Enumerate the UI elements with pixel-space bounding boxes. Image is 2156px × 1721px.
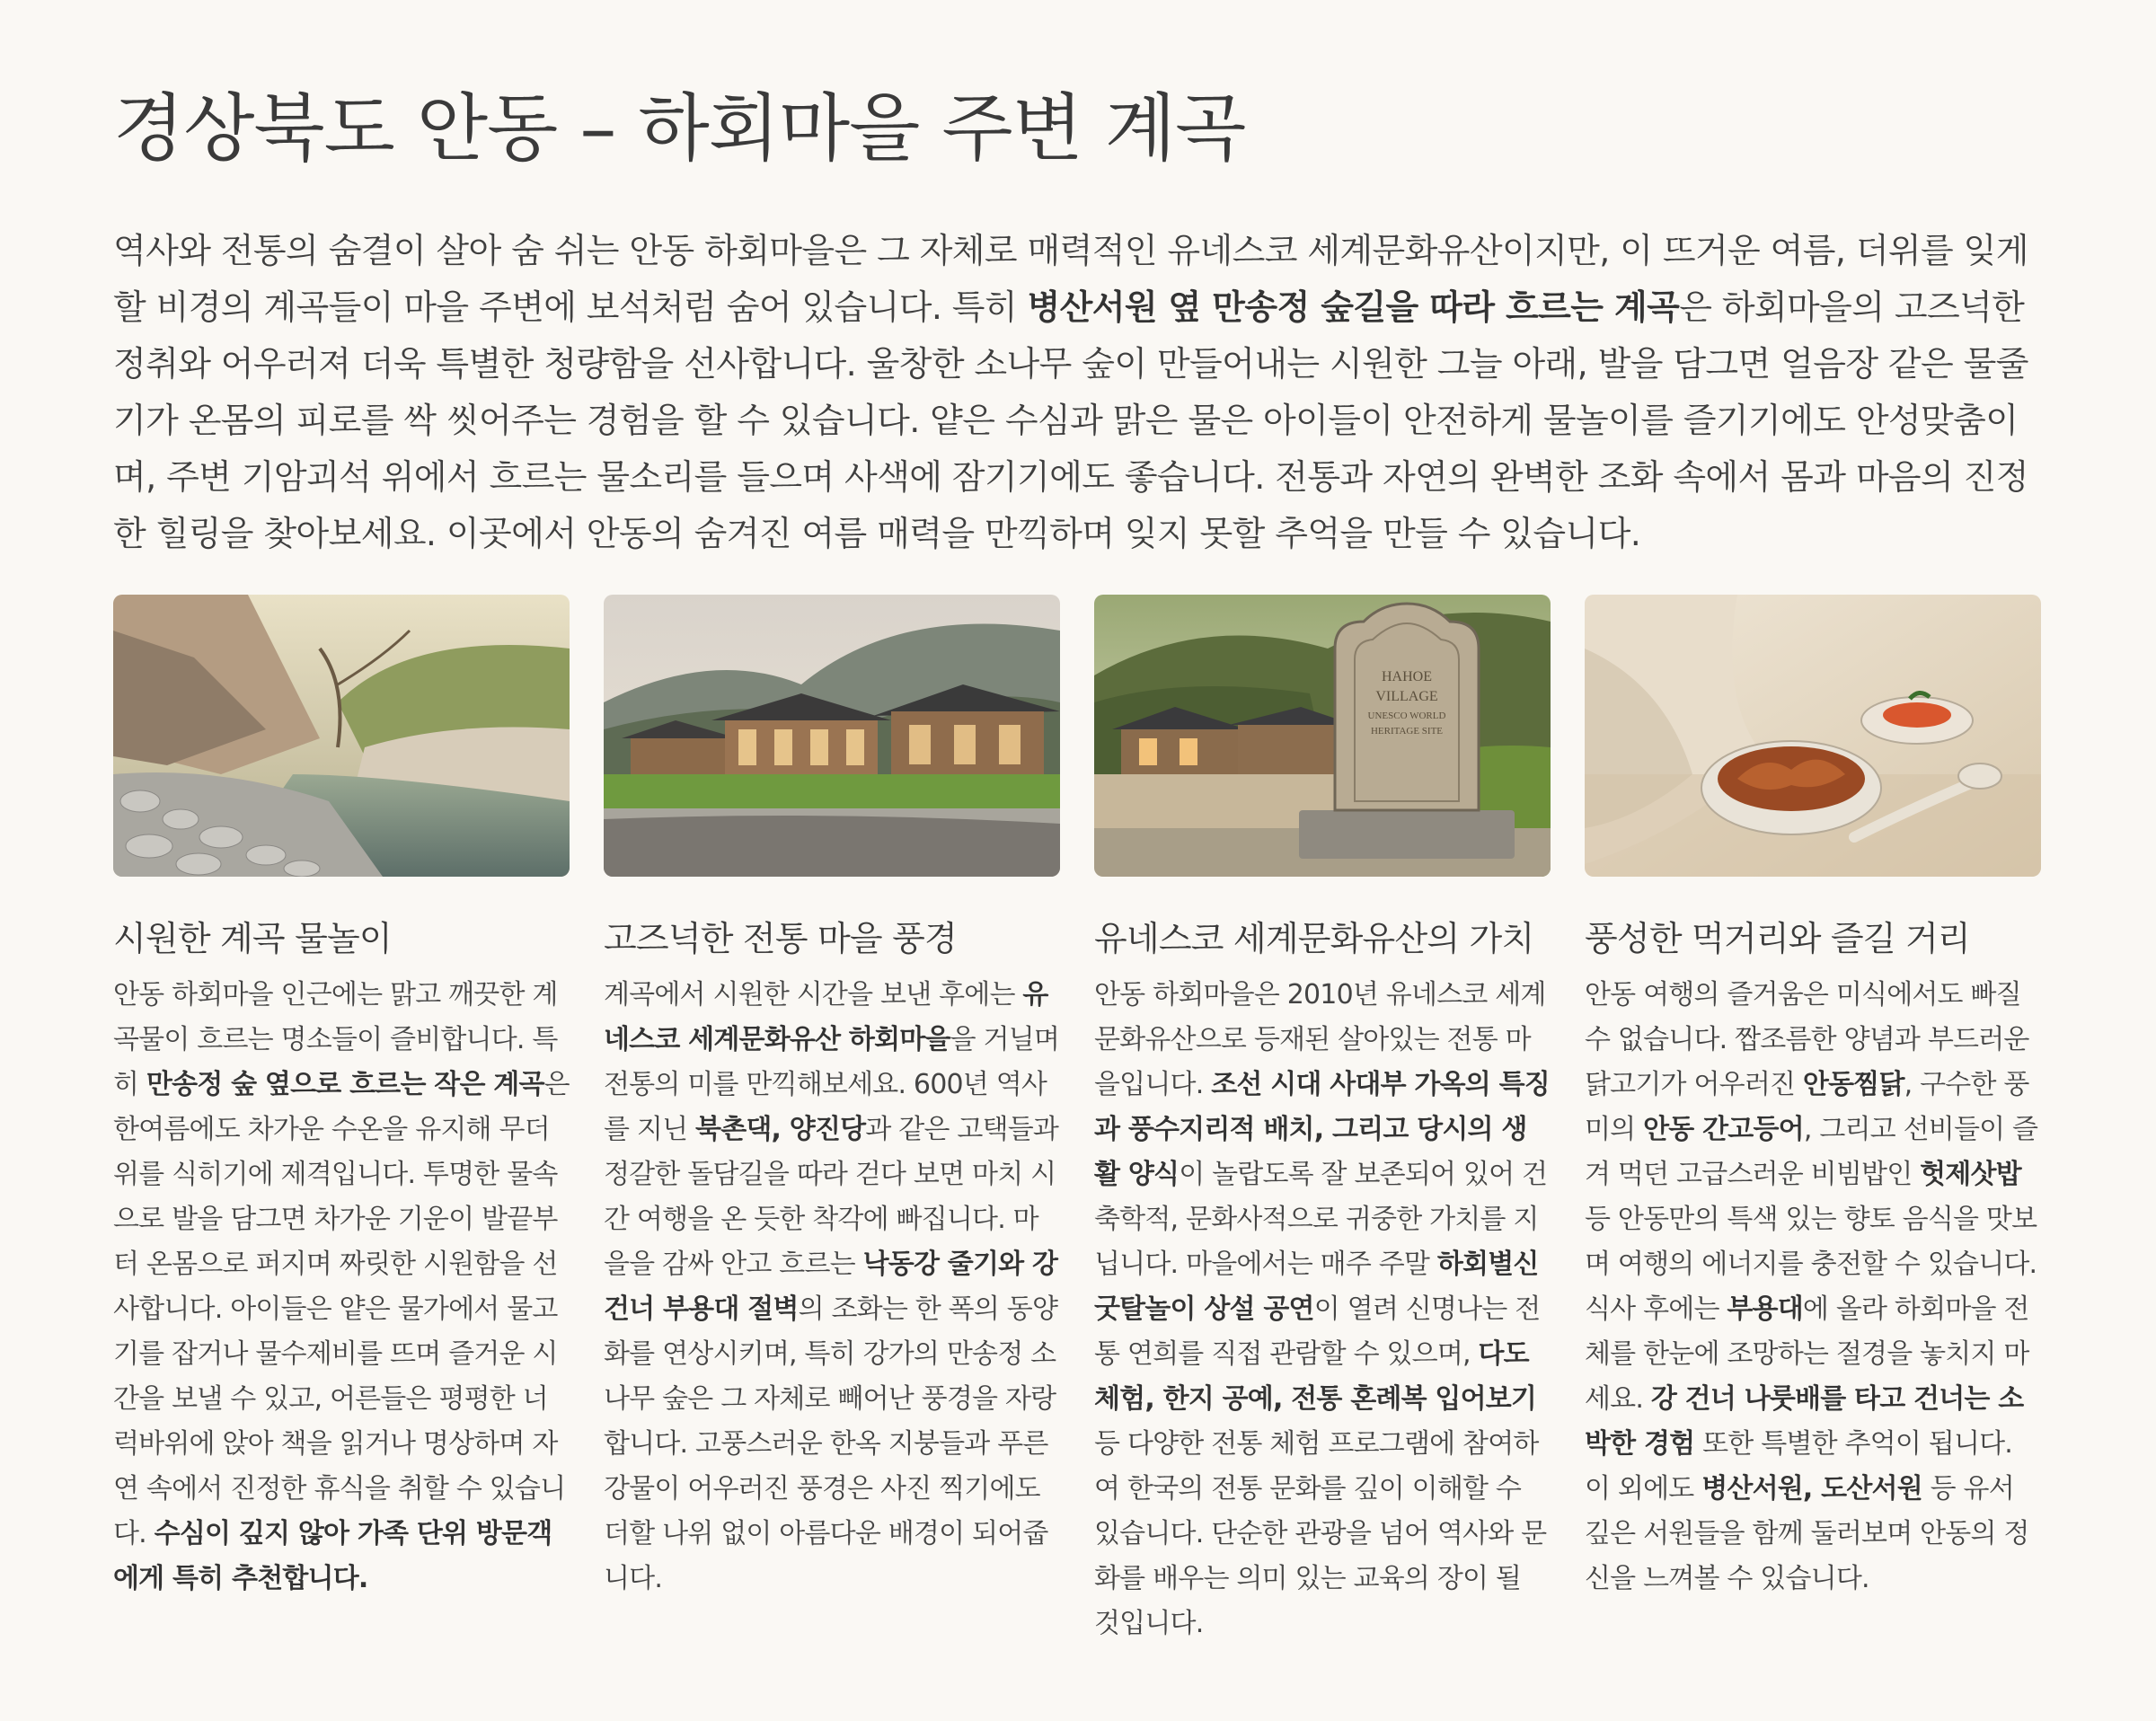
intro-paragraph [113, 223, 2043, 562]
text-run: 역사와 전통의 숨결이 살아 숨 쉬는 안동 하회마을은 그 자체로 매력적인 유네스코 세계문화유산이지만, 이 뜨거운 여름, 더위를 잊게 할 비경의 계곡들이 마을 주변에 보석처럼 숨어 있습니다. 특히 [113, 231, 2028, 327]
bold-text: 다도 체험, 한지 공예, 전통 혼례복 입어보기 [1094, 1338, 1537, 1415]
bold-text: 하회별신굿탈놀이 상설 공연 [1094, 1249, 1539, 1325]
text-run: 등 다양한 전통 체험 프로그램에 참여하여 한국의 전통 문화를 깊이 이해할 수 있습니다. 단순한 관광을 넘어 역사와 문화를 배우는 의미 있는 교육의 장이 될 것입니다. [1094, 1428, 1547, 1639]
page-title: 경상북도 안동 – 하회마을 주변 계곡 [113, 86, 1246, 172]
bold-text: 낙동강 줄기와 강 건너 부용대 절벽 [604, 1249, 1058, 1325]
card-text [1094, 973, 1551, 1646]
bold-text: 헛제삿밥 [1920, 1159, 2021, 1190]
card-food [1585, 595, 2041, 1646]
card-title: 시원한 계곡 물놀이 [113, 919, 392, 958]
text-run: , 그리고 선비들이 즐겨 먹던 고급스러운 비빔밥인 [1585, 1114, 2038, 1190]
stone-text-1: HAHOE [1382, 669, 1432, 684]
text-run: 안동 하회마을 인근에는 맑고 깨끗한 계곡물이 흐르는 명소들이 즐비합니다. 특히 [113, 979, 558, 1100]
text-run: 에 올라 하회마을 전체를 한눈에 조망하는 절경을 놓치지 마세요. [1585, 1293, 2029, 1415]
stone-text-4: HERITAGE SITE [1370, 726, 1444, 737]
valley-stream-photo [113, 595, 570, 877]
text-run: 안동 하회마을은 2010년 유네스코 세계문화유산으로 등재된 살아있는 전통 마을입니다. [1094, 979, 1546, 1100]
andong-jjimdak-photo [1585, 595, 2041, 877]
text-run: 등 안동만의 특색 있는 향토 음식을 맛보며 여행의 에너지를 충전할 수 있습니다. 식사 후에는 [1585, 1204, 2037, 1325]
text-run: , 구수한 풍미의 [1585, 1069, 2029, 1145]
text-run: 계곡에서 시원한 시간을 보낸 후에는 [604, 979, 1023, 1011]
text-run: 의 조화는 한 폭의 동양화를 연상시키며, 특히 강가의 만송정 소나무 숲은 그 자체로 빼어난 풍경을 자랑합니다. 고풍스러운 한옥 지붕들과 푸른 강물이 어우러진 풍경은 사진 찍기에도 더할 나위 없이 아름다운 배경이 되어줍니다. [604, 1293, 1058, 1594]
text-run: 또한 특별한 추억이 됩니다. 이 외에도 [1585, 1428, 2013, 1505]
bold-text: 조선 시대 사대부 가옥의 특징과 풍수지리적 배치, 그리고 당시의 생활 양식 [1094, 1069, 1550, 1190]
text-run: 이 놀랍도록 잘 보존되어 있어 건축학적, 문화사적으로 귀중한 가치를 지닙니다. 마을에서는 매주 주말 [1094, 1159, 1548, 1280]
text-run: 등 유서 깊은 서원들을 함께 둘러보며 안동의 정신을 느껴볼 수 있습니다. [1585, 1473, 2029, 1594]
bold-text: 만송정 숲 옆으로 흐르는 작은 계곡 [146, 1069, 544, 1100]
card-village [604, 595, 1060, 1646]
bold-text: 병산서원 옆 만송정 숲길을 따라 흐르는 계곡 [1027, 287, 1680, 327]
bold-text: 강 건너 나룻배를 타고 건너는 소박한 경험 [1585, 1383, 2024, 1460]
bold-text: 수심이 깊지 않아 가족 단위 방문객에게 특히 추천합니다. [113, 1518, 552, 1594]
stone-text-3: UNESCO WORLD [1367, 710, 1446, 721]
stone-text-2: VILLAGE [1375, 689, 1438, 704]
card-text [113, 973, 570, 1602]
card-title: 풍성한 먹거리와 즐길 거리 [1585, 919, 1970, 958]
text-run: 을 거닐며 전통의 미를 만끽해보세요. 600년 역사를 지닌 [604, 1024, 1060, 1145]
card-title: 유네스코 세계문화유산의 가치 [1094, 919, 1534, 958]
card-title: 고즈넉한 전통 마을 풍경 [604, 919, 957, 958]
bold-text: 북촌댁, 양진당 [695, 1114, 866, 1145]
hanok-village-photo [604, 595, 1060, 877]
text-run: 안동 여행의 즐거움은 미식에서도 빠질 수 없습니다. 짭조름한 양념과 부드러운 닭고기가 어우러진 [1585, 979, 2029, 1100]
bold-text: 유네스코 세계문화유산 하회마을 [604, 979, 1048, 1055]
text-run: 이 열려 신명나는 전통 연희를 직접 관람할 수 있으며, [1094, 1293, 1541, 1370]
text-run: 은 하회마을의 고즈넉한 정취와 어우러져 더욱 특별한 청량함을 선사합니다. 울창한 소나무 숲이 만들어내는 시원한 그늘 아래, 발을 담그면 얼음장 같은 물줄기가 온몸의 피로를 싹 씻어주는 경험을 할 수 있습니다. 얕은 수심과 맑은 물은 아이들이 안전하게 물놀이를 즐기기에도 안성맞춤이며, 주변 기암괴석 위에서 흐르는 물소리를 들으며 사색에 잠기기에도 좋습니다. 전통과 자연의 완벽한 조화 속에서 몸과 마음의 진정한 힐링을 찾아보세요. 이곳에서 안동의 숨겨진 여름 매력을 만끽하며 잊지 못할 추억을 만들 수 있습니다. [113, 287, 2028, 553]
bold-text: 안동 간고등어 [1643, 1114, 1804, 1145]
text-run: 은 한여름에도 차가운 수온을 유지해 무더위를 식히기에 제격입니다. 투명한 물속으로 발을 담그면 차가운 기운이 발끝부터 온몸으로 퍼지며 짜릿한 시원함을 선사합니다. 아이들은 얕은 물가에서 물고기를 잡거나 물수제비를 뜨며 즐거운 시간을 보낼 수 있고, 어른들은 평평한 너럭바위에 앉아 책을 읽거나 명상하며 자연 속에서 진정한 휴식을 취할 수 있습니다. [113, 1069, 570, 1549]
feature-cards [113, 595, 2043, 1646]
bold-text: 병산서원, 도산서원 [1701, 1473, 1922, 1505]
card-heritage [1094, 595, 1551, 1646]
card-text [1585, 973, 2041, 1602]
text-run: 과 같은 고택들과 정갈한 돌담길을 따라 걷다 보면 마치 시간 여행을 온 듯한 착각에 빠집니다. 마을을 감싸 안고 흐르는 [604, 1114, 1059, 1280]
bold-text: 부용대 [1727, 1293, 1803, 1325]
bold-text: 안동찜닭 [1802, 1069, 1904, 1100]
heritage-monument-photo [1094, 595, 1551, 877]
card-text [604, 973, 1060, 1602]
card-valley [113, 595, 570, 1646]
